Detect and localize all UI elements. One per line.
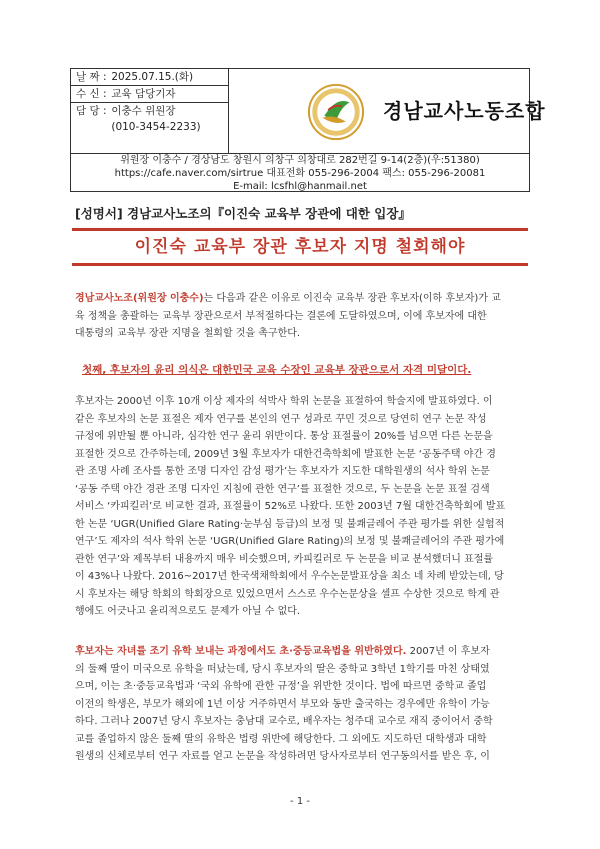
para1-line: 한 논문 ‘UGR(Unified Glare Rating·눈부심 등급)의 보정 및 불쾌글레어 주관 평가를 위한 실험적	[75, 518, 505, 530]
paragraph-1	[75, 393, 527, 621]
para1-line: 표절한 것으로 간주하는데, 2009년 3월 후보자가 대한건축학회에 발표한 논문 ‘공동주택 야간 경	[75, 448, 496, 460]
para2-line1: 2007년 이 후보자	[406, 646, 490, 657]
para1-line: 시 후보자는 해당 학회의 학회장으로 있었으면서 스스로 우수논문상을 셀프 수상한 것으로 학계 관	[75, 588, 500, 600]
meta-recipient-key: 수 신 :	[76, 88, 107, 100]
section1-heading: 첫째, 후보자의 윤리 의식은 대한민국 교육 수장인 교육부 장관으로서 자격 미달이다.	[82, 364, 472, 376]
logo-area	[229, 69, 546, 153]
para1-line: 같은 후보자의 논문 표절은 제자 연구를 본인의 연구 성과로 꾸민 것으로 당연히 연구 논문 작성	[75, 413, 487, 425]
meta-phone	[71, 119, 228, 135]
meta-info	[71, 69, 229, 153]
meta-date	[71, 69, 228, 86]
intro-line1: 는 다음과 같은 이유로 이진숙 교육부 장관 후보자(이하 후보자)가 교	[203, 293, 501, 304]
para1-line: 관한 연구’와 제목부터 내용까지 매우 비슷했으며, 카피킬러로 두 논문을 비교 분석했더니 표절률	[75, 553, 494, 565]
meta-manager-key: 담 당 :	[76, 105, 107, 117]
header-box	[70, 68, 546, 192]
page-number: - 1 -	[290, 796, 310, 807]
paragraph-2	[75, 643, 527, 766]
intro-line2: 육 정책을 총괄하는 교육부 장관으로서 부적절하다는 결론에 도달하였으며, 이에 후보자에 대한	[75, 310, 487, 322]
para1-line: ‘공동 주택 야간 경관 조명 디자인 지침에 관한 연구’를 표절한 것으로, 두 논문을 논문 표절 검색	[75, 483, 490, 495]
meta-recipient	[71, 86, 228, 103]
meta-date-value: 2025.07.15.(화)	[111, 71, 194, 83]
statement-title: [성명서] 경남교사노조의『이진숙 교육부 장관에 대한 입장』	[75, 206, 411, 221]
para1-line: 서비스 ‘카피킬러’로 비교한 결과, 표절률이 52%로 나왔다. 또한 2003년 7월 대한건축학회에 발표	[75, 501, 506, 512]
intro-paragraph	[75, 290, 527, 343]
contact-address: 위원장 이충수 / 경상남도 창원시 의창구 의창대로 282번길 9-14(2층)(우:51380)	[120, 155, 480, 166]
contact-email: E-mail: lcsfhl@hanmail.net	[233, 181, 367, 192]
meta-phone-value: (010-3454-2233)	[111, 121, 201, 133]
para1-line: 이 43%나 나왔다. 2016~2017년 한국색채학회에서 우수논문발표상을 최소 네 차례 받았는데, 당	[75, 571, 504, 582]
meta-manager	[71, 103, 228, 119]
para1-line: 후보자는 2000년 이후 10개 이상 제자의 석박사 학위 논문을 표절하여 학술지에 발표하였다. 이	[75, 396, 493, 407]
meta-recipient-value: 교육 담당기자	[111, 88, 176, 100]
para2-line: 의 둘째 딸이 미국으로 유학을 떠났는데, 당시 후보자의 딸은 중학교 3학년 1학기를 마친 상태였	[75, 663, 490, 675]
para1-line: 관 조명 사례 조사를 통한 조명 디자인 감성 평가’는 후보자가 지도한 대학원생의 석사 학위 논문	[75, 466, 490, 477]
para1-line: 연구’도 제자의 석사 학위 논문 ‘UGR(Unified Glare Rating)의 보정 및 불쾌글레어의 주관 평가에	[75, 536, 505, 547]
meta-manager-value: 이충수 위원장	[111, 105, 176, 117]
para2-line: 교를 졸업하지 않은 둘째 딸의 유학은 법령 위반에 해당한다. 그 외에도 지도하던 대학생과 대학	[75, 733, 487, 745]
intro-line3: 대통령의 교육부 장관 지명을 철회할 것을 촉구한다.	[75, 328, 301, 339]
para2-line: 이전의 학생은, 부모가 해외에 1년 이상 거주하면서 부모와 동반 출국하는 경우에만 유학이 가능	[75, 698, 490, 710]
main-title: 이진숙 교육부 장관 후보자 지명 철회해야	[72, 228, 528, 266]
para2-line: 으며, 이는 초·중등교육법과 ‘국외 유학에 관한 규정’을 위반한 것이다. 법에 따르면 중학교 졸업	[75, 681, 487, 692]
contact-web-phone: https://cafe.naver.com/sirtrue 대표전화 055-296-2004 팩스: 055-296-20081	[114, 168, 486, 179]
para2-line: 원생의 신체로부터 연구 자료를 얻고 논문을 작성하려면 당사자로부터 연구동의서를 받은 후, 이	[75, 751, 490, 762]
meta-date-key: 날 짜 :	[76, 71, 107, 83]
intro-highlight: 경남교사노조(위원장 이충수)	[75, 293, 204, 304]
contact-info	[71, 153, 529, 193]
para2-line: 하다. 그러나 2007년 당시 후보자는 충남대 교수로, 배우자는 청주대 교수로 재직 중이어서 중학	[75, 716, 493, 727]
union-logo-icon	[307, 83, 365, 141]
org-name: 경남교사노동조합	[383, 99, 546, 123]
para2-highlight: 후보자는 자녀를 조기 유학 보내는 과정에서도 초·중등교육법을 위반하였다.	[75, 646, 407, 657]
para1-line: 행에도 어긋나고 윤리적으로도 문제가 아닐 수 없다.	[75, 606, 301, 617]
para1-line: 규정에 위반될 뿐 아니라, 심각한 연구 윤리 위반이다. 통상 표절률이 20%를 넘으면 다른 논문을	[75, 431, 493, 442]
